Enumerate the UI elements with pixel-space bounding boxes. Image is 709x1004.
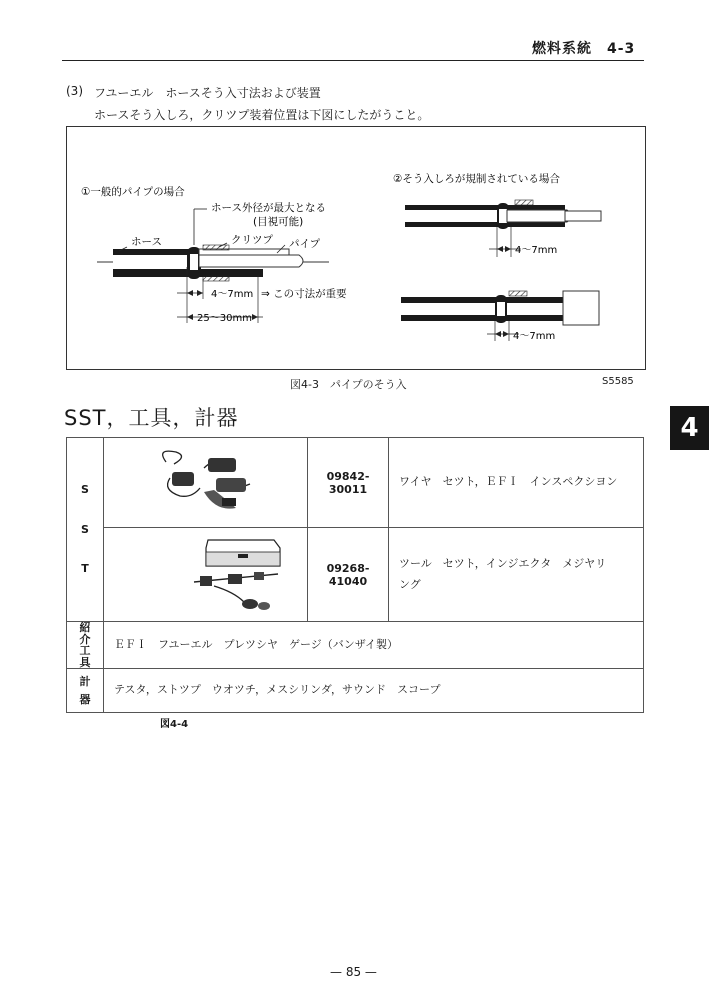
clamp-shape (242, 599, 258, 609)
section-number: (3) (66, 84, 83, 98)
label-clip: クリツプ (231, 234, 273, 246)
dim-4-7-case1: 4～7mm (211, 289, 254, 300)
connector-shape (216, 478, 246, 492)
label-hose-max1: ホース外径が最大となる (211, 202, 326, 214)
tool-text-cell: ＥＦＩ フユーエル プレツシヤ ゲージ（バンザイ製） (104, 622, 644, 669)
section-text: ホースそう入しろ，クリツプ装着位置は下図にしたがうこと。 (94, 108, 430, 122)
injector-tool-set-image (104, 528, 307, 618)
header-title: 燃料系統 4-3 (532, 41, 636, 57)
gauge-label-char: 器 (79, 692, 91, 706)
sst-label-char: T (81, 562, 89, 576)
page-number: — 85 — (330, 965, 377, 979)
label-important: ⇒ この寸法が重要 (261, 288, 347, 300)
tool-name-cell: ワイヤ セツト，ＥＦＩ インスペクシヨン (389, 438, 644, 528)
sst-label-char: S (81, 522, 89, 536)
tool-label-char: 介 (79, 632, 91, 646)
figure2-caption: 図4-4 (160, 719, 189, 730)
tool-label-char: 具 (79, 655, 91, 669)
label-case2: ②そう入しろが規制されている場合 (393, 173, 560, 185)
fitting-shape (200, 576, 212, 586)
fitting-shape (228, 574, 242, 584)
table-row (67, 528, 644, 622)
fitting-shape (254, 572, 264, 580)
wire-set-image (104, 438, 307, 524)
figure-caption: 図4-3 パイプのそう入 (290, 378, 407, 391)
clip-upper (203, 245, 229, 250)
chapter-tab-marker: 4 (670, 406, 709, 450)
case2-lower-diagram (401, 291, 599, 341)
case2-upper-diagram (405, 200, 601, 257)
tool-image-cell (104, 528, 308, 622)
dim-case2-upper: 4～7mm (515, 245, 558, 256)
label-hose-max2: (目視可能) (253, 216, 304, 228)
tool-label-char: 紹 (79, 621, 91, 634)
table-row (67, 669, 644, 713)
tool-name-line: ツール セツト，インジエクタ メジヤリ (399, 556, 607, 570)
tool-label-char: 工 (79, 644, 91, 658)
label-hose: ホース (131, 236, 162, 248)
table-row (67, 622, 644, 669)
dim-25-30: 25～30mm (197, 313, 252, 324)
gauge-label-char: 計 (79, 675, 91, 689)
tool-name-cell (389, 528, 644, 622)
figure-pipe-insertion (66, 126, 646, 370)
part-number-cell: 09842-30011 (308, 438, 389, 528)
figure-code: S5585 (602, 376, 634, 387)
clip-lower (203, 276, 229, 281)
sst-label (67, 438, 104, 622)
tool-image-cell (104, 438, 308, 528)
part-number-cell: 09268-41040 (308, 528, 389, 622)
sst-heading: SST，工具，計器 (64, 406, 239, 430)
gauge-text-cell: テスタ，ストツプ ウオツチ，メスシリンダ，サウンド スコープ (104, 669, 644, 713)
sst-label-char: S (81, 483, 89, 497)
tool-name-line: ング (399, 577, 421, 591)
connector-shape (208, 458, 236, 472)
header-rule (62, 60, 644, 61)
pipe-diagram (67, 127, 645, 369)
gauge-label (67, 669, 104, 713)
sst-table (66, 437, 644, 707)
connector-shape (172, 472, 194, 486)
label-case1: ①一般的パイプの場合 (81, 186, 185, 198)
tool-label (67, 622, 104, 669)
label-pipe: パイプ (289, 238, 321, 250)
table-row (67, 438, 644, 528)
section-title: フユーエル ホースそう入寸法および装置 (94, 86, 321, 100)
dim-case2-lower: 4～7mm (513, 331, 556, 342)
